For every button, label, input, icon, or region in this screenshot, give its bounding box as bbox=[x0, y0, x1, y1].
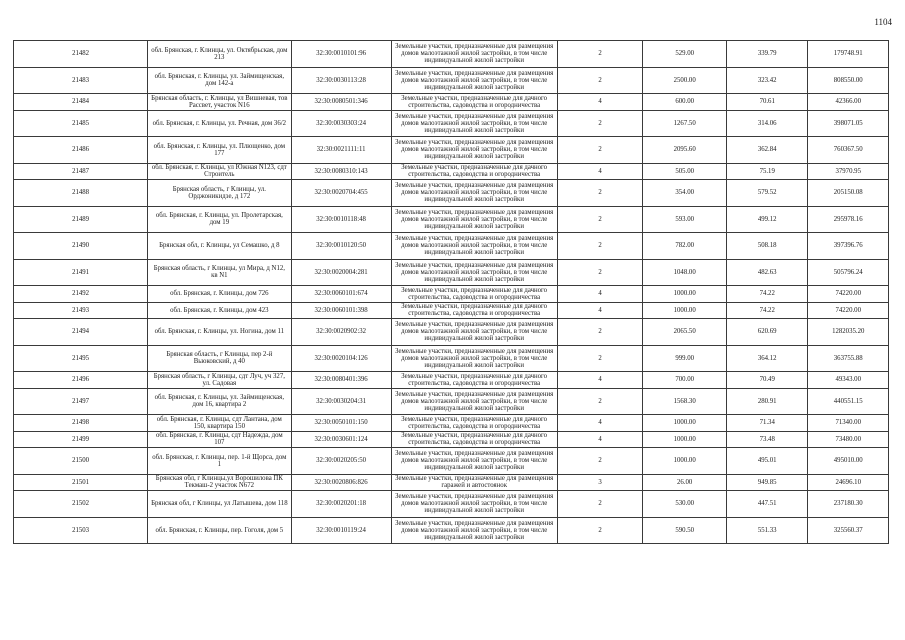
group-cell: 4 bbox=[557, 94, 643, 111]
area-cell: 1000.00 bbox=[643, 448, 727, 475]
area-cell: 1568.30 bbox=[643, 388, 727, 415]
page-number: 1104 bbox=[874, 17, 892, 27]
group-cell: 2 bbox=[557, 491, 643, 518]
address-cell: обл. Брянская, г. Клинцы, пер. Гоголя, дом 5 bbox=[148, 517, 291, 544]
area-cell: 1000.00 bbox=[643, 286, 727, 303]
cadastral-number-cell: 32:30:0080401:396 bbox=[291, 372, 391, 389]
table-row bbox=[14, 110, 889, 137]
address-cell: обл. Брянская, г. Клинцы, ул. Октябрьская, дом 213 bbox=[148, 41, 291, 68]
cadastral-number-cell: 32:30:0030204:31 bbox=[291, 388, 391, 415]
table-row bbox=[14, 517, 889, 544]
row-id-cell: 21491 bbox=[14, 259, 148, 286]
cadastral-value-cell: 808550.00 bbox=[808, 67, 889, 94]
table-row bbox=[14, 286, 889, 303]
row-id-cell: 21500 bbox=[14, 448, 148, 475]
address-cell: обл. Брянская, г. Клинцы, ул. Речная, дом 36/2 bbox=[148, 110, 291, 137]
address-cell: обл. Брянская, г. Клинцы, ул. Пролетарская, дом 19 bbox=[148, 206, 291, 233]
specific-value-cell: 73.48 bbox=[726, 431, 808, 448]
specific-value-cell: 949.85 bbox=[726, 474, 808, 491]
group-cell: 2 bbox=[557, 319, 643, 346]
group-cell: 3 bbox=[557, 474, 643, 491]
table-row bbox=[14, 259, 889, 286]
table-row bbox=[14, 67, 889, 94]
address-cell: Брянская обл, г Клинцы,ул Ворошилова ПК Текмаш-2 участок N672 bbox=[148, 474, 291, 491]
land-use-cell: Земельные участки, предназначенные для дачного строительства, садоводства и огородничества bbox=[391, 286, 557, 303]
group-cell: 4 bbox=[557, 163, 643, 180]
row-id-cell: 21498 bbox=[14, 415, 148, 432]
specific-value-cell: 499.12 bbox=[726, 206, 808, 233]
area-cell: 782.00 bbox=[643, 233, 727, 260]
table-row bbox=[14, 41, 889, 68]
specific-value-cell: 495.01 bbox=[726, 448, 808, 475]
specific-value-cell: 364.12 bbox=[726, 345, 808, 372]
land-use-cell: Земельные участки, предназначенные для размещения домов малоэтажной жилой застройки, в том числе индивидуальной жилой застройки bbox=[391, 41, 557, 68]
area-cell: 530.00 bbox=[643, 491, 727, 518]
land-use-cell: Земельные участки, предназначенные для размещения домов малоэтажной жилой застройки, в том числе индивидуальной жилой застройки bbox=[391, 388, 557, 415]
specific-value-cell: 75.19 bbox=[726, 163, 808, 180]
area-cell: 700.00 bbox=[643, 372, 727, 389]
row-id-cell: 21487 bbox=[14, 163, 148, 180]
row-id-cell: 21495 bbox=[14, 345, 148, 372]
area-cell: 2065.50 bbox=[643, 319, 727, 346]
group-cell: 2 bbox=[557, 41, 643, 68]
row-id-cell: 21492 bbox=[14, 286, 148, 303]
cadastral-number-cell: 32:30:0010119:24 bbox=[291, 517, 391, 544]
address-cell: обл. Брянская, г. Клинцы, ул. Ногина, дом 11 bbox=[148, 319, 291, 346]
cadastral-number-cell: 32:30:0020004:281 bbox=[291, 259, 391, 286]
cadastral-value-cell: 37970.95 bbox=[808, 163, 889, 180]
cadastral-value-cell: 398071.05 bbox=[808, 110, 889, 137]
area-cell: 26.00 bbox=[643, 474, 727, 491]
area-cell: 529.00 bbox=[643, 41, 727, 68]
area-cell: 999.00 bbox=[643, 345, 727, 372]
specific-value-cell: 280.91 bbox=[726, 388, 808, 415]
group-cell: 2 bbox=[557, 233, 643, 260]
cadastral-value-cell: 237180.30 bbox=[808, 491, 889, 518]
row-id-cell: 21482 bbox=[14, 41, 148, 68]
table-row bbox=[14, 474, 889, 491]
row-id-cell: 21490 bbox=[14, 233, 148, 260]
cadastral-number-cell: 32:30:0060101:674 bbox=[291, 286, 391, 303]
address-cell: Брянская обл, г Клинцы, ул Латышева, дом 118 bbox=[148, 491, 291, 518]
cadastral-number-cell: 32:30:0020201:18 bbox=[291, 491, 391, 518]
cadastral-value-cell: 495010.00 bbox=[808, 448, 889, 475]
cadastral-number-cell: 32:30:0010101:96 bbox=[291, 41, 391, 68]
cadastral-value-cell: 295978.16 bbox=[808, 206, 889, 233]
group-cell: 4 bbox=[557, 372, 643, 389]
cadastral-number-cell: 32:30:0020806:826 bbox=[291, 474, 391, 491]
cadastral-number-cell: 32:30:0020104:126 bbox=[291, 345, 391, 372]
row-id-cell: 21483 bbox=[14, 67, 148, 94]
land-use-cell: Земельные участки, предназначенные для дачного строительства, садоводства и огородничества bbox=[391, 431, 557, 448]
cadastral-value-cell: 42366.00 bbox=[808, 94, 889, 111]
group-cell: 2 bbox=[557, 180, 643, 207]
land-use-cell: Земельные участки, предназначенные для размещения домов малоэтажной жилой застройки, в том числе индивидуальной жилой застройки bbox=[391, 517, 557, 544]
table-row bbox=[14, 302, 889, 319]
table-row bbox=[14, 345, 889, 372]
registry-table-body bbox=[14, 41, 889, 544]
cadastral-number-cell: 32:30:0010120:50 bbox=[291, 233, 391, 260]
land-use-cell: Земельные участки, предназначенные для размещения домов малоэтажной жилой застройки, в том числе индивидуальной жилой застройки bbox=[391, 319, 557, 346]
land-use-cell: Земельные участки, предназначенные для размещения домов малоэтажной жилой застройки, в том числе индивидуальной жилой застройки bbox=[391, 491, 557, 518]
area-cell: 2500.00 bbox=[643, 67, 727, 94]
group-cell: 2 bbox=[557, 110, 643, 137]
area-cell: 505.00 bbox=[643, 163, 727, 180]
address-cell: обл. Брянская, г. Клинцы, ул. Плющенко, дом 177 bbox=[148, 137, 291, 164]
specific-value-cell: 314.06 bbox=[726, 110, 808, 137]
specific-value-cell: 447.51 bbox=[726, 491, 808, 518]
address-cell: Брянская обл, г. Клинцы, ул Семашко, д 8 bbox=[148, 233, 291, 260]
area-cell: 1267.50 bbox=[643, 110, 727, 137]
land-use-cell: Земельные участки, предназначенные для размещения домов малоэтажной жилой застройки, в том числе индивидуальной жилой застройки bbox=[391, 67, 557, 94]
row-id-cell: 21486 bbox=[14, 137, 148, 164]
address-cell: обл. Брянская, г. Клинцы, пер. 1-й Щорса, дом 1 bbox=[148, 448, 291, 475]
table-row bbox=[14, 180, 889, 207]
cadastral-value-cell: 397396.76 bbox=[808, 233, 889, 260]
group-cell: 4 bbox=[557, 415, 643, 432]
cadastral-number-cell: 32:30:0080501:346 bbox=[291, 94, 391, 111]
specific-value-cell: 620.69 bbox=[726, 319, 808, 346]
row-id-cell: 21485 bbox=[14, 110, 148, 137]
cadastral-value-cell: 1282035.20 bbox=[808, 319, 889, 346]
specific-value-cell: 508.18 bbox=[726, 233, 808, 260]
cadastral-number-cell: 32:30:0050101:150 bbox=[291, 415, 391, 432]
cadastral-value-cell: 760367.50 bbox=[808, 137, 889, 164]
specific-value-cell: 323.42 bbox=[726, 67, 808, 94]
land-use-cell: Земельные участки, предназначенные для дачного строительства, садоводства и огородничества bbox=[391, 372, 557, 389]
table-row bbox=[14, 233, 889, 260]
row-id-cell: 21502 bbox=[14, 491, 148, 518]
area-cell: 593.00 bbox=[643, 206, 727, 233]
address-cell: обл. Брянская, г. Клинцы, сдт Надежда, дом 107 bbox=[148, 431, 291, 448]
table-row bbox=[14, 163, 889, 180]
cadastral-value-cell: 24696.10 bbox=[808, 474, 889, 491]
group-cell: 4 bbox=[557, 431, 643, 448]
table-row bbox=[14, 372, 889, 389]
cadastral-value-cell: 325560.37 bbox=[808, 517, 889, 544]
land-use-cell: Земельные участки, предназначенные для размещения домов малоэтажной жилой застройки, в том числе индивидуальной жилой застройки bbox=[391, 180, 557, 207]
area-cell: 2095.60 bbox=[643, 137, 727, 164]
cadastral-number-cell: 32:30:0030303:24 bbox=[291, 110, 391, 137]
row-id-cell: 21488 bbox=[14, 180, 148, 207]
table-row bbox=[14, 431, 889, 448]
land-use-cell: Земельные участки, предназначенные для размещения домов малоэтажной жилой застройки, в том числе индивидуальной жилой застройки bbox=[391, 345, 557, 372]
land-use-cell: Земельные участки, предназначенные для размещения домов малоэтажной жилой застройки, в том числе индивидуальной жилой застройки bbox=[391, 110, 557, 137]
group-cell: 2 bbox=[557, 67, 643, 94]
group-cell: 2 bbox=[557, 137, 643, 164]
table-row bbox=[14, 388, 889, 415]
cadastral-value-cell: 179748.91 bbox=[808, 41, 889, 68]
row-id-cell: 21484 bbox=[14, 94, 148, 111]
cadastral-value-cell: 74220.00 bbox=[808, 302, 889, 319]
address-cell: обл. Брянская, г. Клинцы, ул. Займищенская, дом 16, квартира 2 bbox=[148, 388, 291, 415]
area-cell: 1048.00 bbox=[643, 259, 727, 286]
cadastral-value-cell: 74220.00 bbox=[808, 286, 889, 303]
specific-value-cell: 70.61 bbox=[726, 94, 808, 111]
area-cell: 590.50 bbox=[643, 517, 727, 544]
cadastral-number-cell: 32:30:0060101:398 bbox=[291, 302, 391, 319]
area-cell: 1000.00 bbox=[643, 415, 727, 432]
specific-value-cell: 74.22 bbox=[726, 286, 808, 303]
cadastral-value-cell: 49343.00 bbox=[808, 372, 889, 389]
land-use-cell: Земельные участки, предназначенные для дачного строительства, садоводства и огородничества bbox=[391, 302, 557, 319]
land-use-cell: Земельные участки, предназначенные для размещения домов малоэтажной жилой застройки, в том числе индивидуальной жилой застройки bbox=[391, 448, 557, 475]
row-id-cell: 21496 bbox=[14, 372, 148, 389]
specific-value-cell: 482.63 bbox=[726, 259, 808, 286]
group-cell: 2 bbox=[557, 388, 643, 415]
table-row bbox=[14, 415, 889, 432]
land-use-cell: Земельные участки, предназначенные для размещения гаражей и автостоянок bbox=[391, 474, 557, 491]
address-cell: Брянская область, г Клинцы, пер 2-й Вьюковский, д 40 bbox=[148, 345, 291, 372]
address-cell: обл. Брянская, г. Клинцы, ул Южная N123, сдт Строитель bbox=[148, 163, 291, 180]
row-id-cell: 21497 bbox=[14, 388, 148, 415]
area-cell: 600.00 bbox=[643, 94, 727, 111]
address-cell: Брянская область, г Клинцы, ул. Орджоникидзе, д 172 bbox=[148, 180, 291, 207]
cadastral-number-cell: 32:30:0020902:32 bbox=[291, 319, 391, 346]
address-cell: Брянская область, г Клинцы, сдт Луч, уч 327, ул. Садовая bbox=[148, 372, 291, 389]
specific-value-cell: 70.49 bbox=[726, 372, 808, 389]
address-cell: обл. Брянская, г. Клинцы, дом 423 bbox=[148, 302, 291, 319]
land-use-cell: Земельные участки, предназначенные для размещения домов малоэтажной жилой застройки, в том числе индивидуальной жилой застройки bbox=[391, 233, 557, 260]
cadastral-value-cell: 71340.00 bbox=[808, 415, 889, 432]
cadastral-value-cell: 205150.08 bbox=[808, 180, 889, 207]
specific-value-cell: 339.79 bbox=[726, 41, 808, 68]
group-cell: 2 bbox=[557, 259, 643, 286]
area-cell: 354.00 bbox=[643, 180, 727, 207]
row-id-cell: 21489 bbox=[14, 206, 148, 233]
land-use-cell: Земельные участки, предназначенные для размещения домов малоэтажной жилой застройки, в том числе индивидуальной жилой застройки bbox=[391, 137, 557, 164]
row-id-cell: 21494 bbox=[14, 319, 148, 346]
table-row bbox=[14, 94, 889, 111]
cadastral-number-cell: 32:30:0080310:143 bbox=[291, 163, 391, 180]
area-cell: 1000.00 bbox=[643, 302, 727, 319]
group-cell: 4 bbox=[557, 302, 643, 319]
land-use-cell: Земельные участки, предназначенные для размещения домов малоэтажной жилой застройки, в том числе индивидуальной жилой застройки bbox=[391, 259, 557, 286]
cadastral-value-cell: 73480.00 bbox=[808, 431, 889, 448]
cadastral-number-cell: 32:30:0030601:124 bbox=[291, 431, 391, 448]
row-id-cell: 21503 bbox=[14, 517, 148, 544]
address-cell: Брянская область, г. Клинцы, ул Вишневая, тов Рассвет, участок N16 bbox=[148, 94, 291, 111]
row-id-cell: 21493 bbox=[14, 302, 148, 319]
specific-value-cell: 579.52 bbox=[726, 180, 808, 207]
specific-value-cell: 74.22 bbox=[726, 302, 808, 319]
land-use-cell: Земельные участки, предназначенные для дачного строительства, садоводства и огородничества bbox=[391, 415, 557, 432]
table-row bbox=[14, 319, 889, 346]
address-cell: обл. Брянская, г. Клинцы, ул. Займищенская, дом 142-а bbox=[148, 67, 291, 94]
address-cell: обл. Брянская, г. Клинцы, дом 726 bbox=[148, 286, 291, 303]
row-id-cell: 21499 bbox=[14, 431, 148, 448]
group-cell: 2 bbox=[557, 448, 643, 475]
group-cell: 2 bbox=[557, 345, 643, 372]
table-row bbox=[14, 137, 889, 164]
cadastral-number-cell: 32:30:0020704:455 bbox=[291, 180, 391, 207]
cadastral-number-cell: 32:30:0020205:50 bbox=[291, 448, 391, 475]
table-row bbox=[14, 448, 889, 475]
cadastral-number-cell: 32:30:0021111:11 bbox=[291, 137, 391, 164]
specific-value-cell: 551.33 bbox=[726, 517, 808, 544]
address-cell: Брянская область, г Клинцы, ул Мира, д N12, кв N1 bbox=[148, 259, 291, 286]
land-registry-table bbox=[13, 40, 889, 544]
cadastral-number-cell: 32:30:0010118:48 bbox=[291, 206, 391, 233]
specific-value-cell: 362.84 bbox=[726, 137, 808, 164]
table-row bbox=[14, 206, 889, 233]
land-use-cell: Земельные участки, предназначенные для размещения домов малоэтажной жилой застройки, в том числе индивидуальной жилой застройки bbox=[391, 206, 557, 233]
area-cell: 1000.00 bbox=[643, 431, 727, 448]
land-use-cell: Земельные участки, предназначенные для дачного строительства, садоводства и огородничества bbox=[391, 94, 557, 111]
cadastral-number-cell: 32:30:0030113:28 bbox=[291, 67, 391, 94]
cadastral-value-cell: 505796.24 bbox=[808, 259, 889, 286]
specific-value-cell: 71.34 bbox=[726, 415, 808, 432]
address-cell: обл. Брянская, г. Клинцы, сдт Лантана, дом 150, квартира 150 bbox=[148, 415, 291, 432]
group-cell: 2 bbox=[557, 206, 643, 233]
row-id-cell: 21501 bbox=[14, 474, 148, 491]
group-cell: 2 bbox=[557, 517, 643, 544]
group-cell: 4 bbox=[557, 286, 643, 303]
cadastral-value-cell: 363755.88 bbox=[808, 345, 889, 372]
table-row bbox=[14, 491, 889, 518]
cadastral-value-cell: 440551.15 bbox=[808, 388, 889, 415]
land-use-cell: Земельные участки, предназначенные для дачного строительства, садоводства и огородничества bbox=[391, 163, 557, 180]
